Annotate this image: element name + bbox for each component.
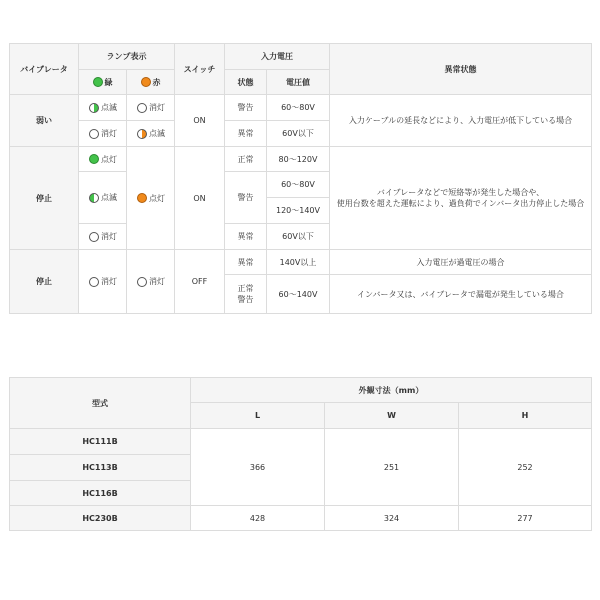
dim-w: 251 — [325, 429, 459, 506]
green-lamp-label: 点滅 — [101, 193, 117, 202]
state-value — [225, 275, 267, 314]
green-lamp-icon — [93, 77, 103, 87]
status-table — [9, 43, 592, 314]
header-model: 型式 — [10, 378, 191, 429]
red-lamp-cell — [127, 95, 175, 121]
vibrator-stop: 停止 — [10, 147, 79, 250]
header-red — [127, 70, 175, 95]
green-lamp-cell — [79, 172, 127, 224]
header-dimensions: 外観寸法（mm） — [191, 378, 592, 403]
green-lamp-label: 消灯 — [101, 129, 117, 138]
header-input-voltage: 入力電圧 — [225, 44, 330, 70]
green-lamp-label: 点灯 — [101, 154, 117, 164]
green-on-lamp-icon — [89, 154, 99, 164]
state-value: 警告 — [225, 172, 267, 224]
red-lamp-cell — [127, 250, 175, 314]
red-lamp-label: 点灯 — [149, 193, 165, 203]
voltage-value: 120〜140V — [267, 198, 330, 224]
green-lamp-cell — [79, 224, 127, 250]
dim-h: 277 — [459, 506, 592, 531]
header-h: H — [459, 403, 592, 429]
red-lamp-icon — [141, 77, 151, 87]
header-green — [79, 70, 127, 95]
switch-value: ON — [175, 147, 225, 250]
state-value: 異常 — [225, 250, 267, 275]
voltage-value: 60〜80V — [267, 172, 330, 198]
state-value: 異常 — [225, 121, 267, 147]
state-value: 警告 — [225, 95, 267, 121]
half-green-lamp-icon — [89, 103, 99, 113]
off-lamp-icon — [137, 277, 147, 287]
header-w: W — [325, 403, 459, 429]
voltage-value: 80〜120V — [267, 147, 330, 172]
header-vibrator: バイブレータ — [10, 44, 79, 95]
model-name: HC113B — [10, 455, 191, 481]
header-green-label: 緑 — [104, 77, 113, 87]
voltage-value: 60V以下 — [267, 121, 330, 147]
green-lamp-label: 消灯 — [101, 232, 117, 241]
vibrator-stop: 停止 — [10, 250, 79, 314]
abnormal-line-2: 使用台数を超えた運転により、過負荷でインバータ出力停止した場合 — [336, 199, 585, 208]
switch-value: ON — [175, 95, 225, 147]
header-red-label: 赤 — [152, 77, 161, 87]
header-switch: スイッチ — [175, 44, 225, 95]
voltage-value: 60〜140V — [267, 275, 330, 314]
vibrator-weak: 弱い — [10, 95, 79, 147]
abnormal-description: 入力ケーブルの延長などにより、入力電圧が低下している場合 — [330, 95, 592, 147]
header-voltage-value: 電圧値 — [267, 70, 330, 95]
red-lamp-cell — [127, 121, 175, 147]
abnormal-description: インバータ又は、バイブレータで漏電が発生している場合 — [330, 275, 592, 314]
voltage-value: 60V以下 — [267, 224, 330, 250]
green-lamp-cell — [79, 250, 127, 314]
header-abnormal-state: 異常状態 — [330, 44, 592, 95]
half-orange-lamp-icon — [137, 129, 147, 139]
state-line-1: 正常 — [237, 284, 254, 293]
green-lamp-label: 点滅 — [101, 103, 117, 112]
dim-l: 366 — [191, 429, 325, 506]
switch-value: OFF — [175, 250, 225, 314]
red-lamp-cell — [127, 147, 175, 250]
voltage-value: 60〜80V — [267, 95, 330, 121]
header-state: 状態 — [225, 70, 267, 95]
orange-on-lamp-icon — [137, 193, 147, 203]
abnormal-line-1: バイブレータなどで短絡等が発生した場合や、 — [376, 188, 545, 197]
green-lamp-label: 消灯 — [101, 277, 117, 286]
green-blink-lamp-icon — [89, 193, 99, 203]
dimensions-table — [9, 377, 592, 531]
green-lamp-cell — [79, 121, 127, 147]
header-l: L — [191, 403, 325, 429]
off-lamp-icon — [89, 277, 99, 287]
dim-w: 324 — [325, 506, 459, 531]
red-lamp-label: 点滅 — [149, 129, 165, 138]
red-lamp-label: 消灯 — [149, 103, 165, 112]
model-name: HC230B — [10, 506, 191, 531]
header-lamp-display: ランプ表示 — [79, 44, 175, 70]
model-name: HC111B — [10, 429, 191, 455]
off-lamp-icon — [137, 103, 147, 113]
red-lamp-label: 消灯 — [149, 277, 165, 286]
state-value: 正常 — [225, 147, 267, 172]
green-lamp-cell — [79, 95, 127, 121]
off-lamp-icon — [89, 129, 99, 139]
abnormal-description — [330, 147, 592, 250]
voltage-value: 140V以上 — [267, 250, 330, 275]
dim-h: 252 — [459, 429, 592, 506]
state-line-2: 警告 — [237, 295, 254, 304]
off-lamp-icon — [89, 232, 99, 242]
model-name: HC116B — [10, 481, 191, 506]
abnormal-description: 入力電圧が過電圧の場合 — [330, 250, 592, 275]
state-value: 異常 — [225, 224, 267, 250]
green-lamp-cell — [79, 147, 127, 172]
dim-l: 428 — [191, 506, 325, 531]
